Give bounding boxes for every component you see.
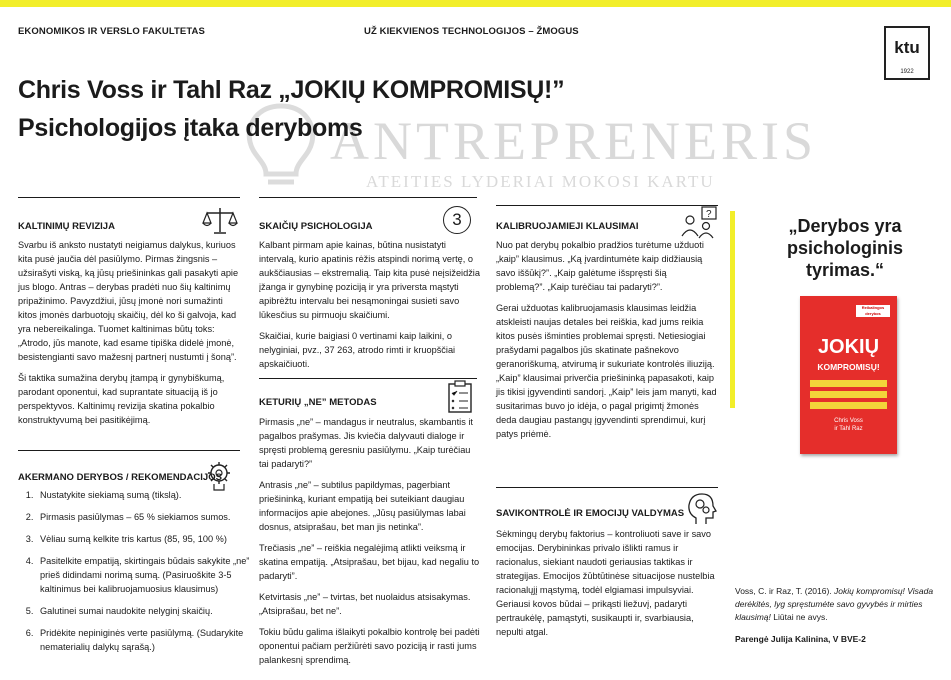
credit: Parengė Julija Kalinina, V BVE-2 — [735, 634, 866, 644]
kaltinimu-body — [18, 238, 240, 427]
page-subtitle: Psichologijos įtaka deryboms — [18, 114, 363, 142]
skaiciu-heading: SKAIČIŲ PSICHOLOGIJA — [259, 221, 373, 232]
list-item: 6. Pridėkite nepiniginės verte pasiūlymą. (Sudarykite nematerialių dalykų sąrašą.) — [36, 626, 258, 654]
keturiu-paragraph: Ketvirtasis „ne” – tvirtas, bet nuolaidus atsisakymas. „Atsiprašau, bet ne”. — [259, 592, 471, 616]
top-accent-bar — [0, 0, 951, 7]
lightbulb-watermark-icon — [236, 98, 326, 188]
kalibruojamieji-paragraph: Gerai užduotas kalibruojamasis klausimas leidžia atskleisti naujas detales bei reiškia, kad jums reikia kitos pusės išminties problemai spręsti. Netiesiogiai prašydami pagalbos jūs skatinate pašnekovo geranoriškumą, atvirumą ir sukuriate kontrolės iliuziją. „Kaip” klausimai priverčia priešininką papasakoti, kaip jis tikisi įgyvendinti sandorį. „Kaip” leis jam manyti, kad susitarimas buvo jo idėja, o pagal prigimtį žmonės deda daugiau pastangų įgyvendinti sprendimui, kurį patys priėmė. — [496, 303, 717, 439]
kalibruojamieji-body — [496, 238, 718, 441]
keturiu-paragraph: Pirmasis „ne” – mandagus ir neutralus, skambantis it pagalbos prašymas. Jis kviečia dalyvauti dialoge ir spręsti problemą geresniu pasiūlymu. „Kaip turėčiau tai padaryti?” — [259, 417, 473, 469]
yellow-accent-bar — [730, 211, 735, 408]
divider — [259, 197, 477, 198]
keturiu-body — [259, 415, 481, 667]
scales-icon — [203, 206, 237, 236]
quote-line: tyrimas.“ — [805, 260, 885, 280]
book-title: JOKIŲ — [817, 336, 880, 358]
quote-line: „Derybos yra — [788, 216, 902, 236]
keturiu-paragraph: Tokiu būdu galima išlaikyti pokalbio kontrolę bei padėti oponentui pačiam peržiūrėti savo poziciją ir rasti jums palankesnį sprendimą. — [259, 627, 480, 665]
kalibruojamieji-heading: KALIBRUOJAMIEJI KLAUSIMAI — [496, 221, 639, 232]
book-cover — [800, 296, 897, 454]
kaltinimu-heading: KALTINIMŲ REVIZIJA — [18, 221, 115, 232]
logo-year: 1922 — [900, 69, 914, 75]
reference-title: Jokių kompromisų! Visada derėkitės, lyg spręstumėte savo gyvybės ir mirties klausimą! — [735, 586, 934, 622]
faculty-label: EKONOMIKOS IR VERSLO FAKULTETAS — [18, 26, 205, 37]
keturiu-heading: KETURIŲ „NE” METODAS — [259, 397, 377, 408]
page-title: Chris Voss ir Tahl Raz „JOKIŲ KOMPROMISŲ!” — [18, 76, 565, 104]
divider — [259, 378, 477, 379]
kaltinimu-paragraph: Svarbu iš anksto nustatyti neigiamus dalykus, kuriuos kita pusė jaučia dėl pasiūlymo. Pirmas žingsnis – užsirašyti viską, ką jūsų priešininkas gali pasakyti apie jus blogo. Antras – derybas pradėti nuo šių kaltinimų pripažinimo. Pavyzdžiui, jūsų įmonė nori sumažinti kitos įmonės darbuotojų skaičių, dėl ko ši galvoja, kad yra nebereikalinga. Tuomet kaltinimas būtų toks: „Atrodo, jūs manote, kad esame tipiška didelė įmonė, besistengianti savo mažesnį partnerį nustumti į šoną”. — [18, 240, 239, 362]
list-item: 2. Pirmasis pasiūlymas – 65 % siekiamos sumos. — [36, 510, 258, 524]
book-stripe — [810, 391, 887, 398]
savikontrole-heading: SAVIKONTROLĖ IR EMOCIJŲ VALDYMAS — [496, 508, 685, 519]
svg-text:?: ? — [706, 209, 712, 220]
book-label: Reikalingos derybos — [856, 305, 890, 317]
keturiu-paragraph: Antrasis „ne” – subtilus papildymas, pagerbiant priešininką, kuriant empatiją bei suteikiant daugiau informacijos apie abejones. „Jūsų pasiūlymas labai dosnus, atsiprašau, bet man jis netinka”. — [259, 480, 466, 532]
checklist-icon — [448, 381, 472, 413]
list-item: 5. Galutinei sumai naudokite nelyginį skaičių. — [36, 604, 258, 618]
reference-authors: Voss, C. ir Raz, T. (2016). — [735, 586, 835, 596]
akermano-heading: AKERMANO DERYBOS / REKOMENDACIJOS — [18, 472, 222, 483]
keturiu-paragraph: Trečiasis „ne” – reiškia negalėjimą atlikti veiksmą ir skatina empatiją. „Atsiprašau, bet bijau, kad negaliu to padaryti”. — [259, 543, 480, 581]
logo-text: ktu — [894, 38, 920, 57]
ktu-logo — [884, 26, 930, 80]
people-question-icon — [680, 206, 718, 240]
slogan-label: UŽ KIEKVIENOS TECHNOLOGIJOS – ŽMOGUS — [364, 26, 579, 37]
savikontrole-body — [496, 527, 718, 639]
quote-line: psichologinis — [786, 238, 903, 258]
list-item: 3. Vėliau sumą kelkite tris kartus (85, 95, 100 %) — [36, 532, 258, 546]
watermark-name: ANTREPRENERIS — [330, 111, 818, 171]
divider — [18, 450, 240, 451]
skaiciu-paragraph: Skaičiai, kurie baigiasi 0 vertinami kaip laikini, o nelyginiai, pvz., 37 263, atrodo rimti ir kruopščiai apskaičiuoti. — [259, 331, 456, 369]
kaltinimu-paragraph: Ši taktika sumažina derybų įtampą ir gynybiškumą, parodant oponentui, kad suprantate situaciją iš jo perspektyvos. Kaltinimų revizija skatina pokalbio konstruktyvumą bei pasitikėjimą. — [18, 373, 225, 425]
divider — [496, 487, 718, 488]
kalibruojamieji-paragraph: Nuo pat derybų pokalbio pradžios turėtume užduoti „kaip” klausimus. „Ką įvardintumėte kaip didžiausią savo iššūkį?”. „Kaip galėtume išspręsti šią problemą?”. „Kaip turėčiau tai padaryti?”. — [496, 240, 704, 292]
skaiciu-body — [259, 238, 481, 371]
divider — [18, 197, 240, 198]
list-item: 4. Pasitelkite empatiją, skirtingais būdais sakykite „ne” prieš didindami norimą sumą. (Pasiruoškite 3-5 kaltinimus bei kalibruojamuosius klausimus) — [36, 554, 258, 596]
watermark-tagline: ATEITIES LYDERIAI MOKOSI KARTU — [366, 172, 715, 191]
reference-publisher: Liūtai ne avys. — [770, 612, 828, 622]
book-authors: Chris Voss ir Tahl Raz — [834, 418, 863, 432]
book-subtitle: KOMPROMISŲ! — [817, 362, 880, 372]
number-three-icon: 3 — [443, 206, 471, 234]
book-stripe — [810, 402, 887, 409]
skaiciu-paragraph: Kalbant pirmam apie kainas, būtina nusistatyti intervalą, kurio apatinis rėžis atspindi norimą vertę, o aukščiausias – ekstremalią. Taip kita pusė neįsižeidžia įžanga ir gynybinę poziciją ir yra priversta mąstyti apibrėžtu intervalu bei nesąmoningai susieti savo lūkesčius su pirmuoju skaičiumi. — [259, 240, 480, 320]
quote — [755, 215, 935, 281]
reference — [735, 585, 935, 624]
akermano-list — [18, 488, 258, 662]
book-stripe — [810, 380, 887, 387]
head-gears-icon — [686, 492, 716, 526]
savikontrole-paragraph: Sėkmingų derybų faktorius – kontroliuoti save ir savo emocijas. Derybininkas privalo išlikti ramus ir racionalus, siekiant naudoti geriausias taktikas ir strategijas. Emocijos žūbtūtinėse situacijose nustelbia racionalųjį mąstymą, todėl elgiamasi impulsyviai. Geriausi kovos būdai – prikąsti liežuvį, padaryti pertraukėlę, pamąstyti, susikaupti ir, svarbiausia, nepulti atgal. — [496, 529, 715, 637]
list-item: 1. Nustatykite siekiamą sumą (tikslą). — [36, 488, 258, 502]
